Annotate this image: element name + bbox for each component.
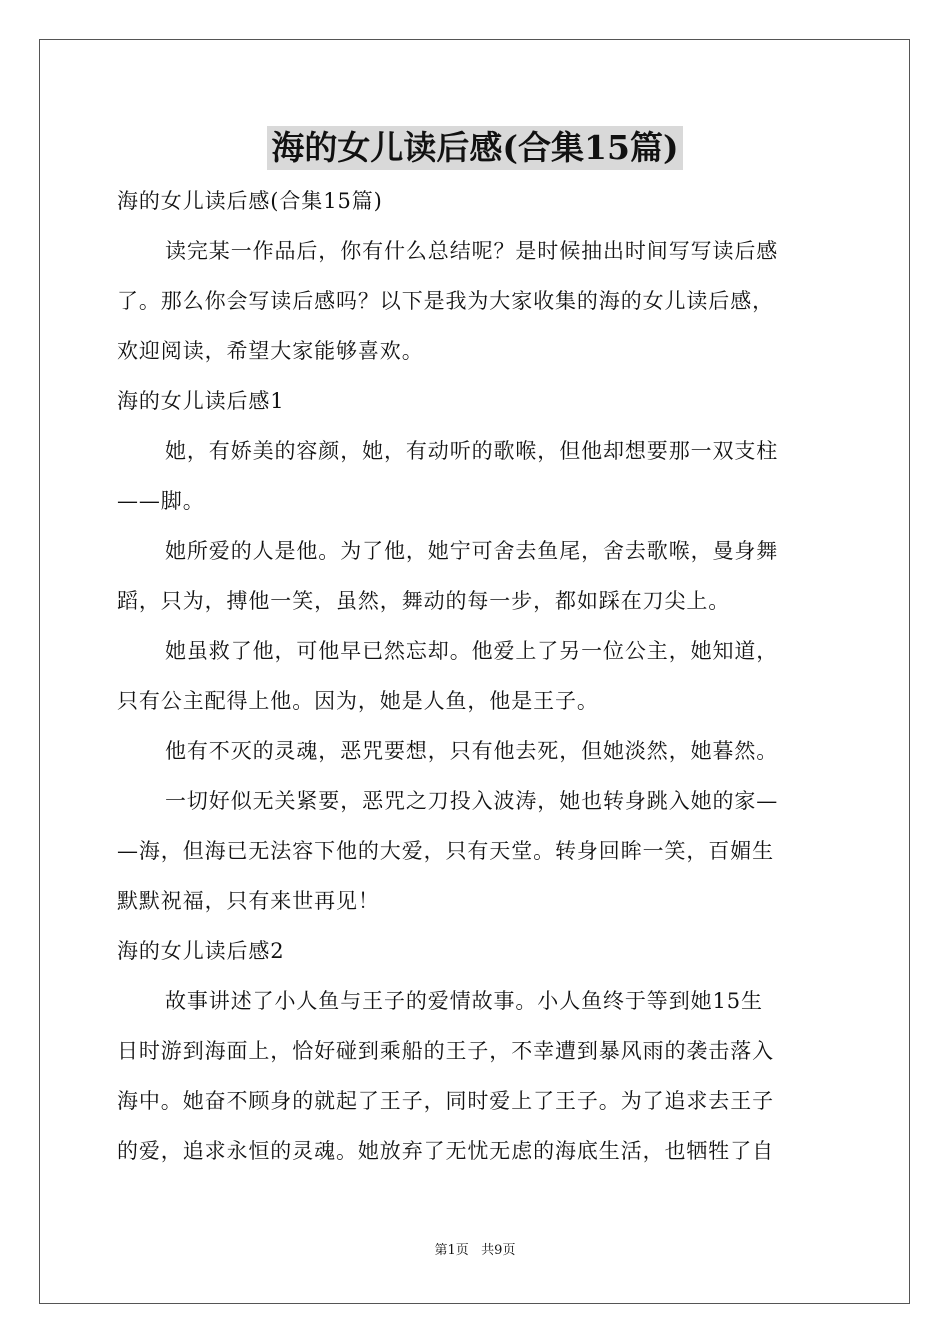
page-footer: 第1页 共9页: [434, 1243, 516, 1258]
text-line: 她虽救了他，可他早已然忘却。他爱上了另一位公主，她知道，: [165, 639, 779, 663]
text-line: 他有不灭的灵魂，恶咒要想，只有他去死，但她淡然，她暮然。: [165, 739, 779, 763]
document-title: 海的女儿读后感(合集15篇): [267, 126, 682, 170]
document-body: [117, 176, 833, 1176]
text-line: 蹈，只为，搏他一笑，虽然，舞动的每一步，都如踩在刀尖上。: [117, 589, 731, 613]
text-line: 海的女儿读后感2: [117, 939, 285, 963]
text-line: —海，但海已无法容下他的大爱，只有天堂。转身回眸一笑，百媚生: [117, 839, 774, 863]
text-line: 故事讲述了小人鱼与王子的爱情故事。小人鱼终于等到她15生: [165, 989, 763, 1013]
text-line: 一切好似无关紧要，恶咒之刀投入波涛，她也转身跳入她的家—: [165, 789, 779, 813]
text-line: 默默祝福，只有来世再见！: [117, 889, 380, 913]
text-line: 的爱，追求永恒的灵魂。她放弃了无忧无虑的海底生活，也牺牲了自: [117, 1139, 774, 1163]
text-line: 欢迎阅读，希望大家能够喜欢。: [117, 339, 424, 363]
text-line: 海的女儿读后感1: [117, 389, 285, 413]
text-line: 只有公主配得上他。因为，她是人鱼，他是王子。: [117, 689, 599, 713]
text-line: 读完某一作品后，你有什么总结呢？是时候抽出时间写写读后感: [165, 239, 779, 263]
text-line: 了。那么你会写读后感吗？以下是我为大家收集的海的女儿读后感，: [117, 289, 774, 313]
text-line: 海的女儿读后感(合集15篇): [117, 189, 383, 213]
title-area: [0, 126, 950, 170]
text-line: 她，有娇美的容颜，她，有动听的歌喉，但他却想要那一双支柱: [165, 439, 779, 463]
text-line: 日时游到海面上，恰好碰到乘船的王子，不幸遭到暴风雨的袭击落入: [117, 1039, 774, 1063]
text-line: 她所爱的人是他。为了他，她宁可舍去鱼尾，舍去歌喉，曼身舞: [165, 539, 779, 563]
text-line: ——脚。: [117, 489, 205, 513]
text-line: 海中。她奋不顾身的就起了王子，同时爱上了王子。为了追求去王子: [117, 1089, 774, 1113]
